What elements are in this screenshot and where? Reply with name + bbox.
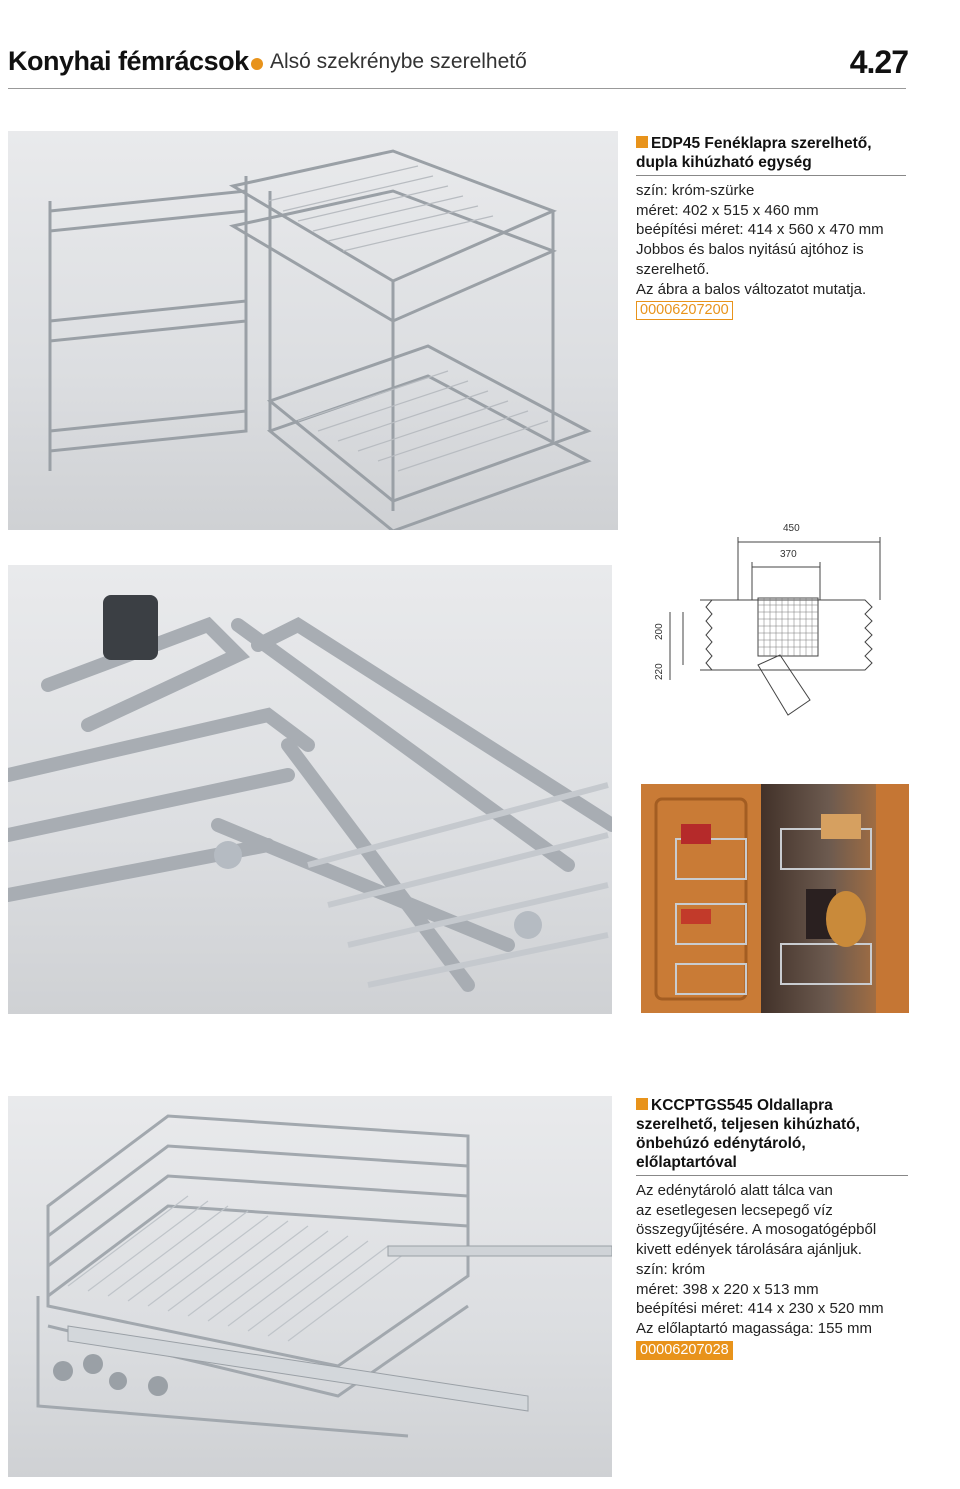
dim-label-inner: 370 — [780, 549, 797, 560]
installed-cabinet-photo — [641, 784, 909, 1013]
spec-line: beépítési méret: 414 x 560 x 470 mm — [636, 221, 884, 239]
product-title — [636, 134, 906, 172]
orange-square-icon — [636, 1098, 648, 1110]
spec-line: beépítési méret: 414 x 230 x 520 mm — [636, 1300, 884, 1318]
spec-line: Az előlaptartó magassága: 155 mm — [636, 1319, 872, 1337]
dim-label-outer: 450 — [783, 523, 800, 534]
spec-line: Az ábra a balos változatot mutatja. — [636, 280, 867, 298]
product-title-line: előlaptartóval — [636, 1154, 737, 1171]
header-divider — [8, 88, 906, 89]
spec-line: kivett edények tárolására ajánljuk. — [636, 1241, 862, 1259]
product-closeup-photo — [8, 565, 612, 1014]
product-photo-edp45 — [8, 131, 618, 530]
product-edp45-info — [636, 134, 906, 320]
spec-line: szín: króm-szürke — [636, 182, 755, 199]
cabinet-illustration — [641, 784, 909, 1013]
product-code: 00006207200 — [636, 301, 733, 320]
spec-line: az esetlegesen lecsepegő víz — [636, 1201, 833, 1219]
dim-label-side-a: 200 — [654, 623, 665, 640]
product-kccptgs545-info — [636, 1096, 908, 1360]
wire-rack-illustration — [8, 131, 618, 530]
spec-line: Jobbos és balos nyitású ajtóhoz is — [636, 241, 864, 259]
spec-line: összegyűjtésére. A mosogatógépből — [636, 1221, 877, 1239]
page-subtitle: Alsó szekrénybe szerelhető — [270, 50, 527, 73]
product-title — [636, 1096, 908, 1172]
spec-line: méret: 402 x 515 x 460 mm — [636, 201, 819, 219]
dim-label-side-b: 220 — [654, 663, 665, 680]
page-number: 4.27 — [849, 44, 908, 80]
mounting-bracket — [103, 595, 158, 660]
dish-rack-illustration — [8, 1096, 612, 1477]
dimension-diagram — [640, 515, 910, 745]
product-title-line: dupla kihúzható egység — [636, 154, 812, 171]
spec-line: Az edénytároló alatt tálca van — [636, 1182, 833, 1199]
orange-square-icon — [636, 136, 648, 148]
title-divider — [636, 1175, 908, 1176]
product-title-line: KCCPTGS545 Oldallapra — [651, 1097, 833, 1114]
page-title: Konyhai fémrácsok — [8, 46, 249, 76]
product-title-line: szerelhető, teljesen kihúzható, — [636, 1116, 860, 1133]
wire-closeup-illustration — [8, 565, 612, 1014]
page-header — [8, 40, 908, 84]
product-title-line: önbehúzó edénytároló, — [636, 1135, 806, 1152]
spec-line: méret: 398 x 220 x 513 mm — [636, 1280, 819, 1298]
product-title-line: EDP45 Fenéklapra szerelhető, — [651, 135, 872, 152]
product-photo-kccptgs545 — [8, 1096, 612, 1477]
title-divider — [636, 175, 906, 176]
product-code: 00006207028 — [636, 1341, 733, 1360]
bullet-dot-icon — [251, 58, 263, 70]
spec-line: szín: króm — [636, 1260, 706, 1278]
spec-line: szerelhető. — [636, 260, 710, 278]
